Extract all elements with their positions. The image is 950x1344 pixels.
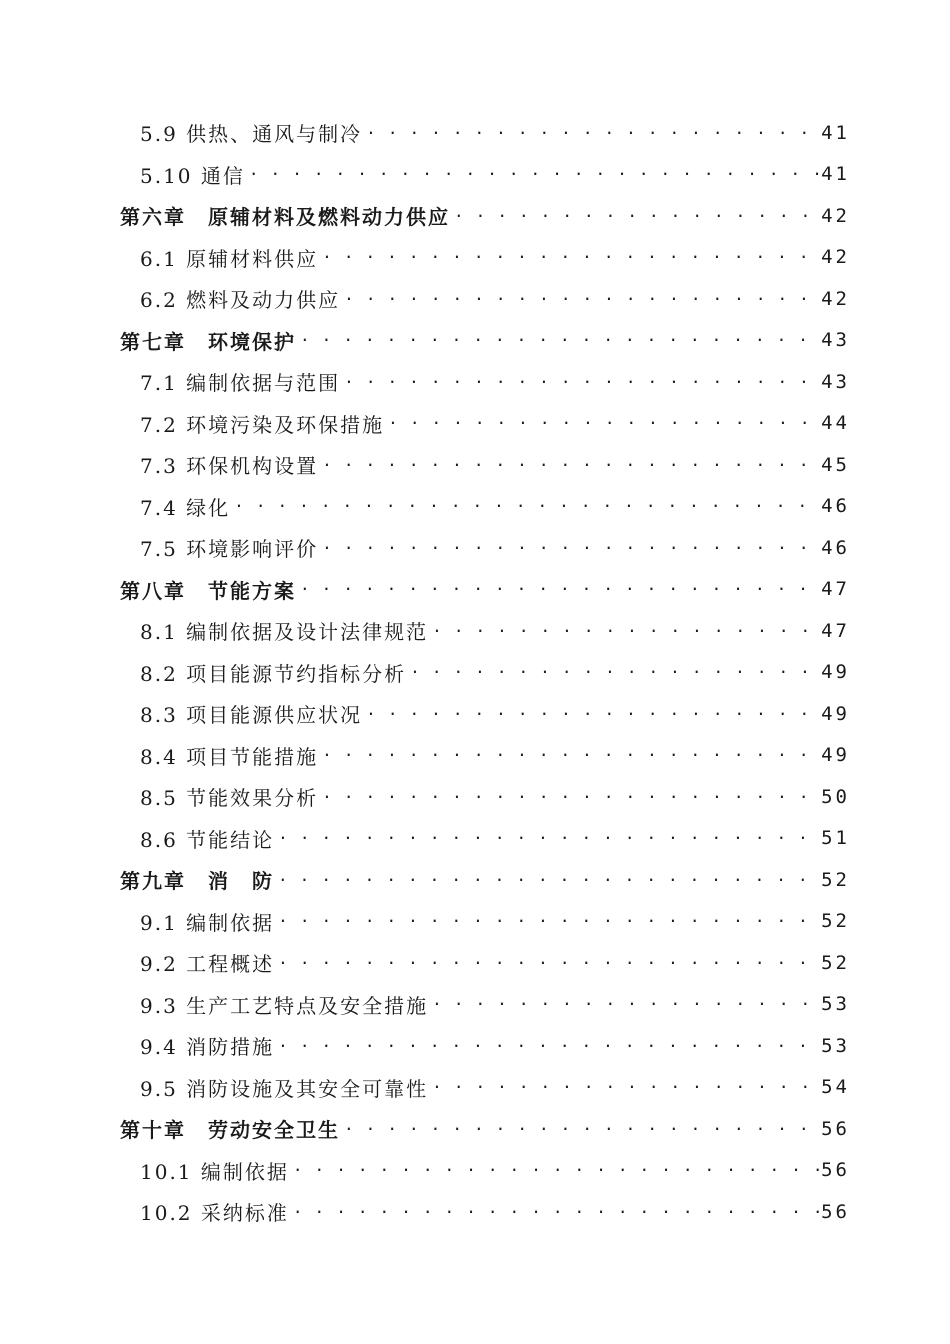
toc-entry-number: 7.4: [140, 495, 178, 520]
toc-entry-number: 7.2: [140, 412, 178, 437]
toc-entry-title: [120, 865, 276, 894]
toc-section-entry[interactable]: [0, 652, 850, 694]
toc-entry-text: 环境影响评价: [186, 537, 319, 562]
toc-page-number: 43: [821, 370, 850, 393]
dot-leader: [293, 1202, 819, 1222]
toc-entry-number: 8.3: [140, 703, 178, 728]
dot-leader: [322, 455, 819, 475]
toc-entry-number: 第九章: [120, 869, 186, 894]
toc-entry-text: 项目能源供应状况: [186, 703, 363, 728]
toc-page-number: 41: [821, 121, 850, 144]
toc-entry-text: 环境污染及环保措施: [186, 412, 385, 437]
toc-entry-number: 9.3: [140, 993, 178, 1018]
toc-section-entry[interactable]: [0, 486, 850, 528]
toc-page-number: 49: [821, 702, 850, 725]
toc-entry-title: [120, 201, 452, 230]
dot-leader: [344, 1119, 819, 1139]
dot-leader: [234, 496, 819, 516]
toc-entry-number: 第六章: [120, 205, 186, 230]
toc-entry-number: 6.1: [140, 246, 178, 271]
toc-section-entry[interactable]: [0, 278, 850, 320]
toc-entry-title: [140, 907, 276, 936]
toc-entry-number: 8.2: [140, 661, 178, 686]
toc-entry-title: [120, 1114, 342, 1143]
toc-entry-text: 劳动安全卫生: [208, 1118, 340, 1143]
dot-leader: [293, 1160, 819, 1180]
toc-chapter-entry[interactable]: [0, 1108, 850, 1150]
toc-entry-title: [140, 616, 430, 645]
toc-entry-title: [140, 741, 320, 770]
toc-page-number: 41: [821, 163, 850, 186]
dot-leader: [366, 123, 819, 143]
dot-leader: [300, 579, 819, 599]
toc-page-number: 46: [821, 495, 850, 518]
dot-leader: [432, 1077, 819, 1097]
toc-entry-title: [140, 990, 430, 1019]
toc-entry-number: 5.10: [140, 163, 193, 188]
toc-page-number: 43: [821, 329, 850, 352]
toc-page-number: 47: [821, 578, 850, 601]
toc-page-number: 52: [821, 951, 850, 974]
toc-section-entry[interactable]: [0, 942, 850, 984]
toc-entry-title: [140, 533, 320, 562]
dot-leader: [322, 538, 819, 558]
dot-leader: [344, 372, 819, 392]
toc-page-number: 52: [821, 910, 850, 933]
toc-section-entry[interactable]: [0, 154, 850, 196]
toc-entry-text: 原辅材料供应: [186, 246, 319, 271]
toc-entry-title: [140, 782, 320, 811]
toc-page-number: 53: [821, 993, 850, 1016]
toc-entry-text: 消防设施及其安全可靠性: [186, 1076, 429, 1101]
toc-entry-title: [140, 1197, 291, 1226]
toc-chapter-entry[interactable]: [0, 195, 850, 237]
toc-entry-number: 6.2: [140, 288, 178, 313]
toc-entry-title: [140, 824, 276, 853]
toc-page-number: 50: [821, 785, 850, 808]
toc-entry-number: 第八章: [120, 578, 186, 603]
dot-leader: [278, 1036, 819, 1056]
toc-page-number: 42: [821, 204, 850, 227]
toc-entry-text: 生产工艺特点及安全措施: [186, 993, 429, 1018]
dot-leader: [366, 704, 819, 724]
toc-entry-number: 第十章: [120, 1118, 186, 1143]
toc-section-entry[interactable]: [0, 527, 850, 569]
toc-page-number: 46: [821, 536, 850, 559]
toc-entry-title: [140, 492, 232, 521]
toc-entry-text: 消防措施: [186, 1035, 275, 1060]
toc-entry-text: 编制依据: [200, 1159, 289, 1184]
dot-leader: [278, 911, 819, 931]
toc-section-entry[interactable]: [0, 361, 850, 403]
toc-page-number: 45: [821, 453, 850, 476]
dot-leader: [278, 828, 819, 848]
toc-entry-text: 通信: [200, 163, 245, 188]
toc-entry-text: 编制依据: [186, 910, 275, 935]
toc-entry-title: [140, 284, 342, 313]
toc-entry-number: 第七章: [120, 329, 186, 354]
toc-section-entry[interactable]: [0, 984, 850, 1026]
toc-entry-text: 节能方案: [208, 578, 296, 603]
toc-page-number: 42: [821, 246, 850, 269]
toc-entry-text: 消 防: [208, 869, 274, 894]
dot-leader: [432, 994, 819, 1014]
toc-entry-text: 编制依据及设计法律规范: [186, 620, 429, 645]
dot-leader: [278, 953, 819, 973]
toc-section-entry[interactable]: [0, 776, 850, 818]
toc-entry-text: 供热、通风与制冷: [186, 122, 363, 147]
toc-entry-title: [140, 367, 342, 396]
toc-entry-title: [140, 118, 364, 147]
toc-page-number: 49: [821, 744, 850, 767]
toc-section-entry[interactable]: [0, 735, 850, 777]
toc-section-entry[interactable]: [0, 444, 850, 486]
toc-entry-text: 绿化: [186, 495, 231, 520]
toc-page-number: 49: [821, 661, 850, 684]
toc-page-number: 42: [821, 287, 850, 310]
toc-entry-title: [140, 948, 276, 977]
toc-section-entry[interactable]: [0, 1191, 850, 1233]
toc-page-number: 44: [821, 412, 850, 435]
toc-entry-title: [120, 326, 298, 355]
toc-entry-number: 8.6: [140, 827, 178, 852]
toc-page-number: 51: [821, 827, 850, 850]
toc-section-entry[interactable]: [0, 1025, 850, 1067]
toc-chapter-entry[interactable]: [0, 320, 850, 362]
toc-page-number: 54: [821, 1076, 850, 1099]
toc-entry-text: 节能效果分析: [186, 786, 319, 811]
toc-entry-text: 环境保护: [208, 329, 296, 354]
toc-entry-title: [140, 450, 320, 479]
dot-leader: [322, 787, 819, 807]
dot-leader: [432, 621, 819, 641]
toc-entry-number: 7.5: [140, 537, 178, 562]
dot-leader: [278, 870, 819, 890]
toc-entry-number: 9.4: [140, 1035, 178, 1060]
toc-entry-text: 节能结论: [186, 827, 275, 852]
toc-chapter-entry[interactable]: [0, 569, 850, 611]
toc-entry-title: [140, 658, 408, 687]
toc-entry-text: 环保机构设置: [186, 454, 319, 479]
toc-entry-number: 8.1: [140, 620, 178, 645]
toc-entry-title: [140, 1073, 430, 1102]
toc-page-number: 56: [821, 1200, 850, 1223]
toc-section-entry[interactable]: [0, 1067, 850, 1109]
toc-page-number: 56: [821, 1117, 850, 1140]
dot-leader: [322, 247, 819, 267]
dot-leader: [410, 662, 819, 682]
table-of-contents: [0, 112, 950, 1233]
toc-entry-title: [140, 160, 247, 189]
toc-entry-number: 9.2: [140, 952, 178, 977]
dot-leader: [300, 330, 819, 350]
toc-section-entry[interactable]: [0, 403, 850, 445]
toc-entry-title: [140, 1156, 291, 1185]
toc-entry-text: 原辅材料及燃料动力供应: [208, 205, 450, 230]
toc-entry-text: 项目节能措施: [186, 744, 319, 769]
toc-chapter-entry[interactable]: [0, 859, 850, 901]
toc-entry-number: 9.5: [140, 1076, 178, 1101]
toc-section-entry[interactable]: [0, 237, 850, 279]
toc-section-entry[interactable]: [0, 610, 850, 652]
toc-entry-text: 采纳标准: [200, 1201, 289, 1226]
toc-section-entry[interactable]: [0, 693, 850, 735]
toc-entry-title: [140, 243, 320, 272]
toc-entry-number: 10.1: [140, 1159, 193, 1184]
toc-section-entry[interactable]: [0, 818, 850, 860]
toc-section-entry[interactable]: [0, 1150, 850, 1192]
toc-entry-title: [120, 575, 298, 604]
toc-entry-text: 项目能源节约指标分析: [186, 661, 407, 686]
toc-section-entry[interactable]: [0, 901, 850, 943]
dot-leader: [388, 413, 819, 433]
toc-page-number: 56: [821, 1159, 850, 1182]
toc-entry-text: 工程概述: [186, 952, 275, 977]
toc-entry-number: 7.3: [140, 454, 178, 479]
toc-entry-title: [140, 1031, 276, 1060]
toc-page-number: 47: [821, 619, 850, 642]
toc-entry-number: 8.5: [140, 786, 178, 811]
toc-entry-number: 7.1: [140, 371, 178, 396]
dot-leader: [322, 745, 819, 765]
toc-entry-number: 8.4: [140, 744, 178, 769]
toc-page-number: 53: [821, 1034, 850, 1057]
toc-entry-number: 9.1: [140, 910, 178, 935]
toc-entry-text: 编制依据与范围: [186, 371, 341, 396]
toc-page-number: 52: [821, 868, 850, 891]
dot-leader: [454, 206, 819, 226]
toc-entry-number: 5.9: [140, 122, 178, 147]
dot-leader: [249, 164, 819, 184]
toc-entry-number: 10.2: [140, 1201, 193, 1226]
dot-leader: [344, 289, 819, 309]
toc-entry-text: 燃料及动力供应: [186, 288, 341, 313]
toc-entry-title: [140, 699, 364, 728]
toc-section-entry[interactable]: [0, 112, 850, 154]
toc-entry-title: [140, 409, 386, 438]
